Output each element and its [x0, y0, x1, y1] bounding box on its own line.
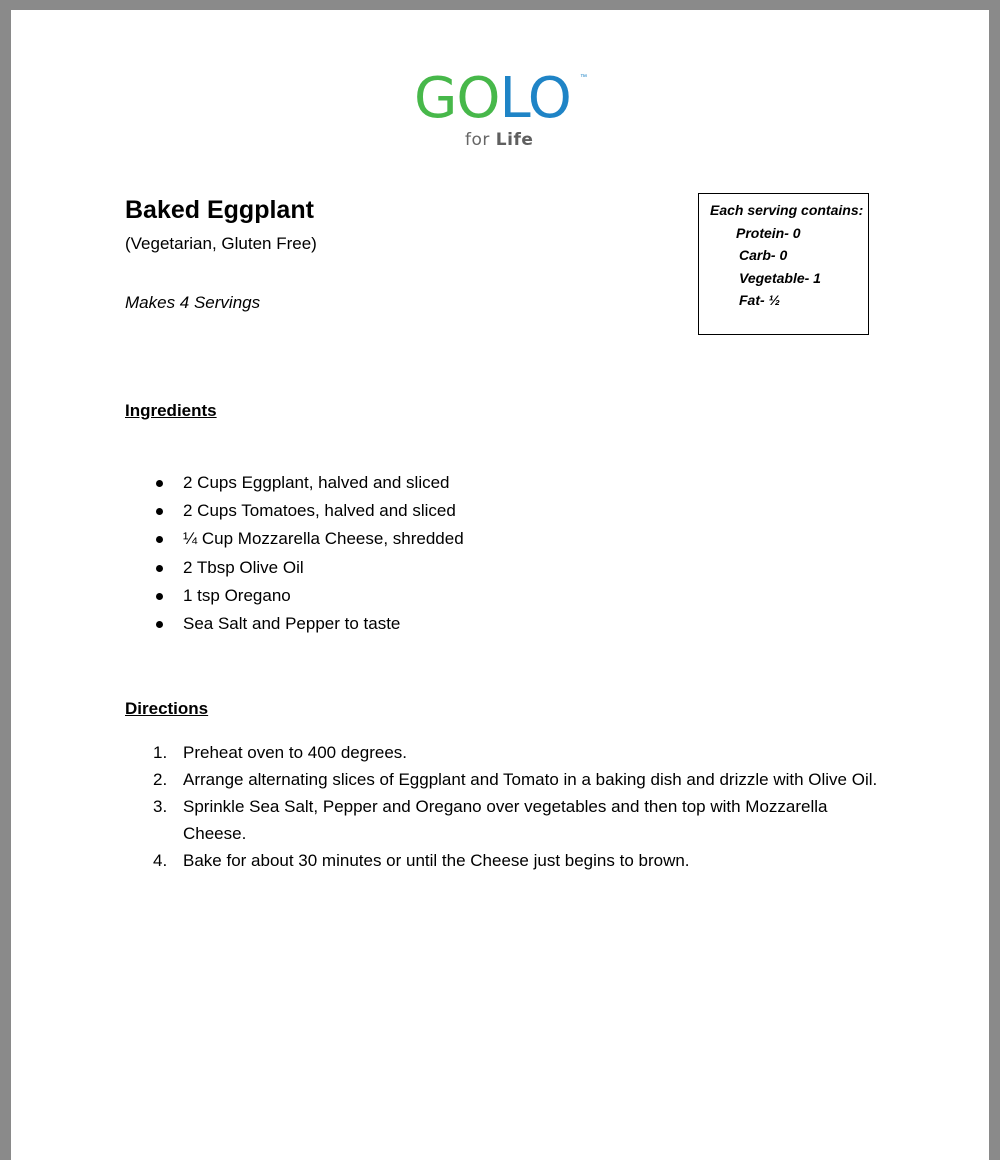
logo-tagline — [465, 130, 533, 150]
step-text: Arrange alternating slices of Eggplant and Tomato in a baking dish and drizzle with Olive Oil. — [183, 770, 878, 789]
bullet-icon — [156, 593, 163, 600]
bullet-icon — [156, 536, 163, 543]
ingredient-text: 2 Cups Tomatoes, halved and sliced — [183, 501, 456, 521]
step-text: Bake for about 30 minutes or until the Cheese just begins to brown. — [183, 851, 690, 870]
ingredient-text: 1 tsp Oregano — [183, 585, 291, 605]
step-number: 2. — [153, 770, 168, 789]
step-number: 4. — [153, 851, 168, 870]
recipe-subtitle: (Vegetarian, Gluten Free) — [125, 234, 317, 253]
step-text: Sprinkle Sea Salt, Pepper and Oregano over vegetables and then top with Mozzarella Cheese. — [183, 797, 828, 843]
recipe-page — [11, 10, 989, 1160]
direction-step — [125, 739, 885, 766]
ingredient-item — [125, 497, 464, 525]
serving-info-box — [698, 193, 869, 335]
recipe-servings: Makes 4 Servings — [125, 293, 261, 312]
ingredient-text: 2 Cups Eggplant, halved and sliced — [183, 473, 450, 492]
directions-list — [125, 739, 885, 874]
serving-info-fat: Fat- ½ — [739, 292, 781, 308]
direction-step — [125, 793, 885, 847]
serving-info-heading: Each serving contains: — [710, 202, 864, 218]
ingredient-item — [125, 554, 464, 582]
serving-info-protein: Protein- 0 — [736, 225, 801, 241]
direction-step — [125, 847, 885, 874]
golo-logo — [414, 68, 594, 154]
logo-tagline-bold: Life — [495, 130, 534, 150]
step-number: 3. — [153, 797, 168, 816]
serving-info-carb: Carb- 0 — [739, 247, 788, 263]
ingredient-item — [125, 610, 464, 638]
directions-heading: Directions — [125, 699, 209, 718]
logo-word-green: GO — [414, 66, 500, 131]
logo-trademark: ™ — [580, 74, 587, 81]
ingredient-text: Sea Salt and Pepper to taste — [183, 613, 401, 633]
ingredient-text: 2 Tbsp Olive Oil — [183, 557, 304, 577]
ingredients-list — [125, 469, 464, 638]
step-text: Preheat oven to 400 degrees. — [183, 743, 407, 762]
ingredient-item — [125, 525, 464, 553]
ingredient-text: ¼ Cup Mozzarella Cheese, shredded — [183, 529, 464, 549]
bullet-icon — [156, 565, 163, 572]
serving-info-vegetable: Vegetable- 1 — [739, 270, 821, 286]
logo-tagline-prefix: for — [465, 130, 490, 150]
bullet-icon — [156, 621, 163, 628]
logo-word-blue: LO — [499, 66, 571, 131]
ingredient-item — [125, 469, 464, 497]
direction-step — [125, 766, 885, 793]
ingredient-item — [125, 582, 464, 610]
bullet-icon — [156, 508, 163, 515]
ingredients-heading: Ingredients — [125, 401, 217, 420]
step-number: 1. — [153, 743, 168, 762]
recipe-title: Baked Eggplant — [125, 196, 314, 224]
bullet-icon — [156, 480, 163, 487]
logo-wordmark — [414, 68, 571, 130]
